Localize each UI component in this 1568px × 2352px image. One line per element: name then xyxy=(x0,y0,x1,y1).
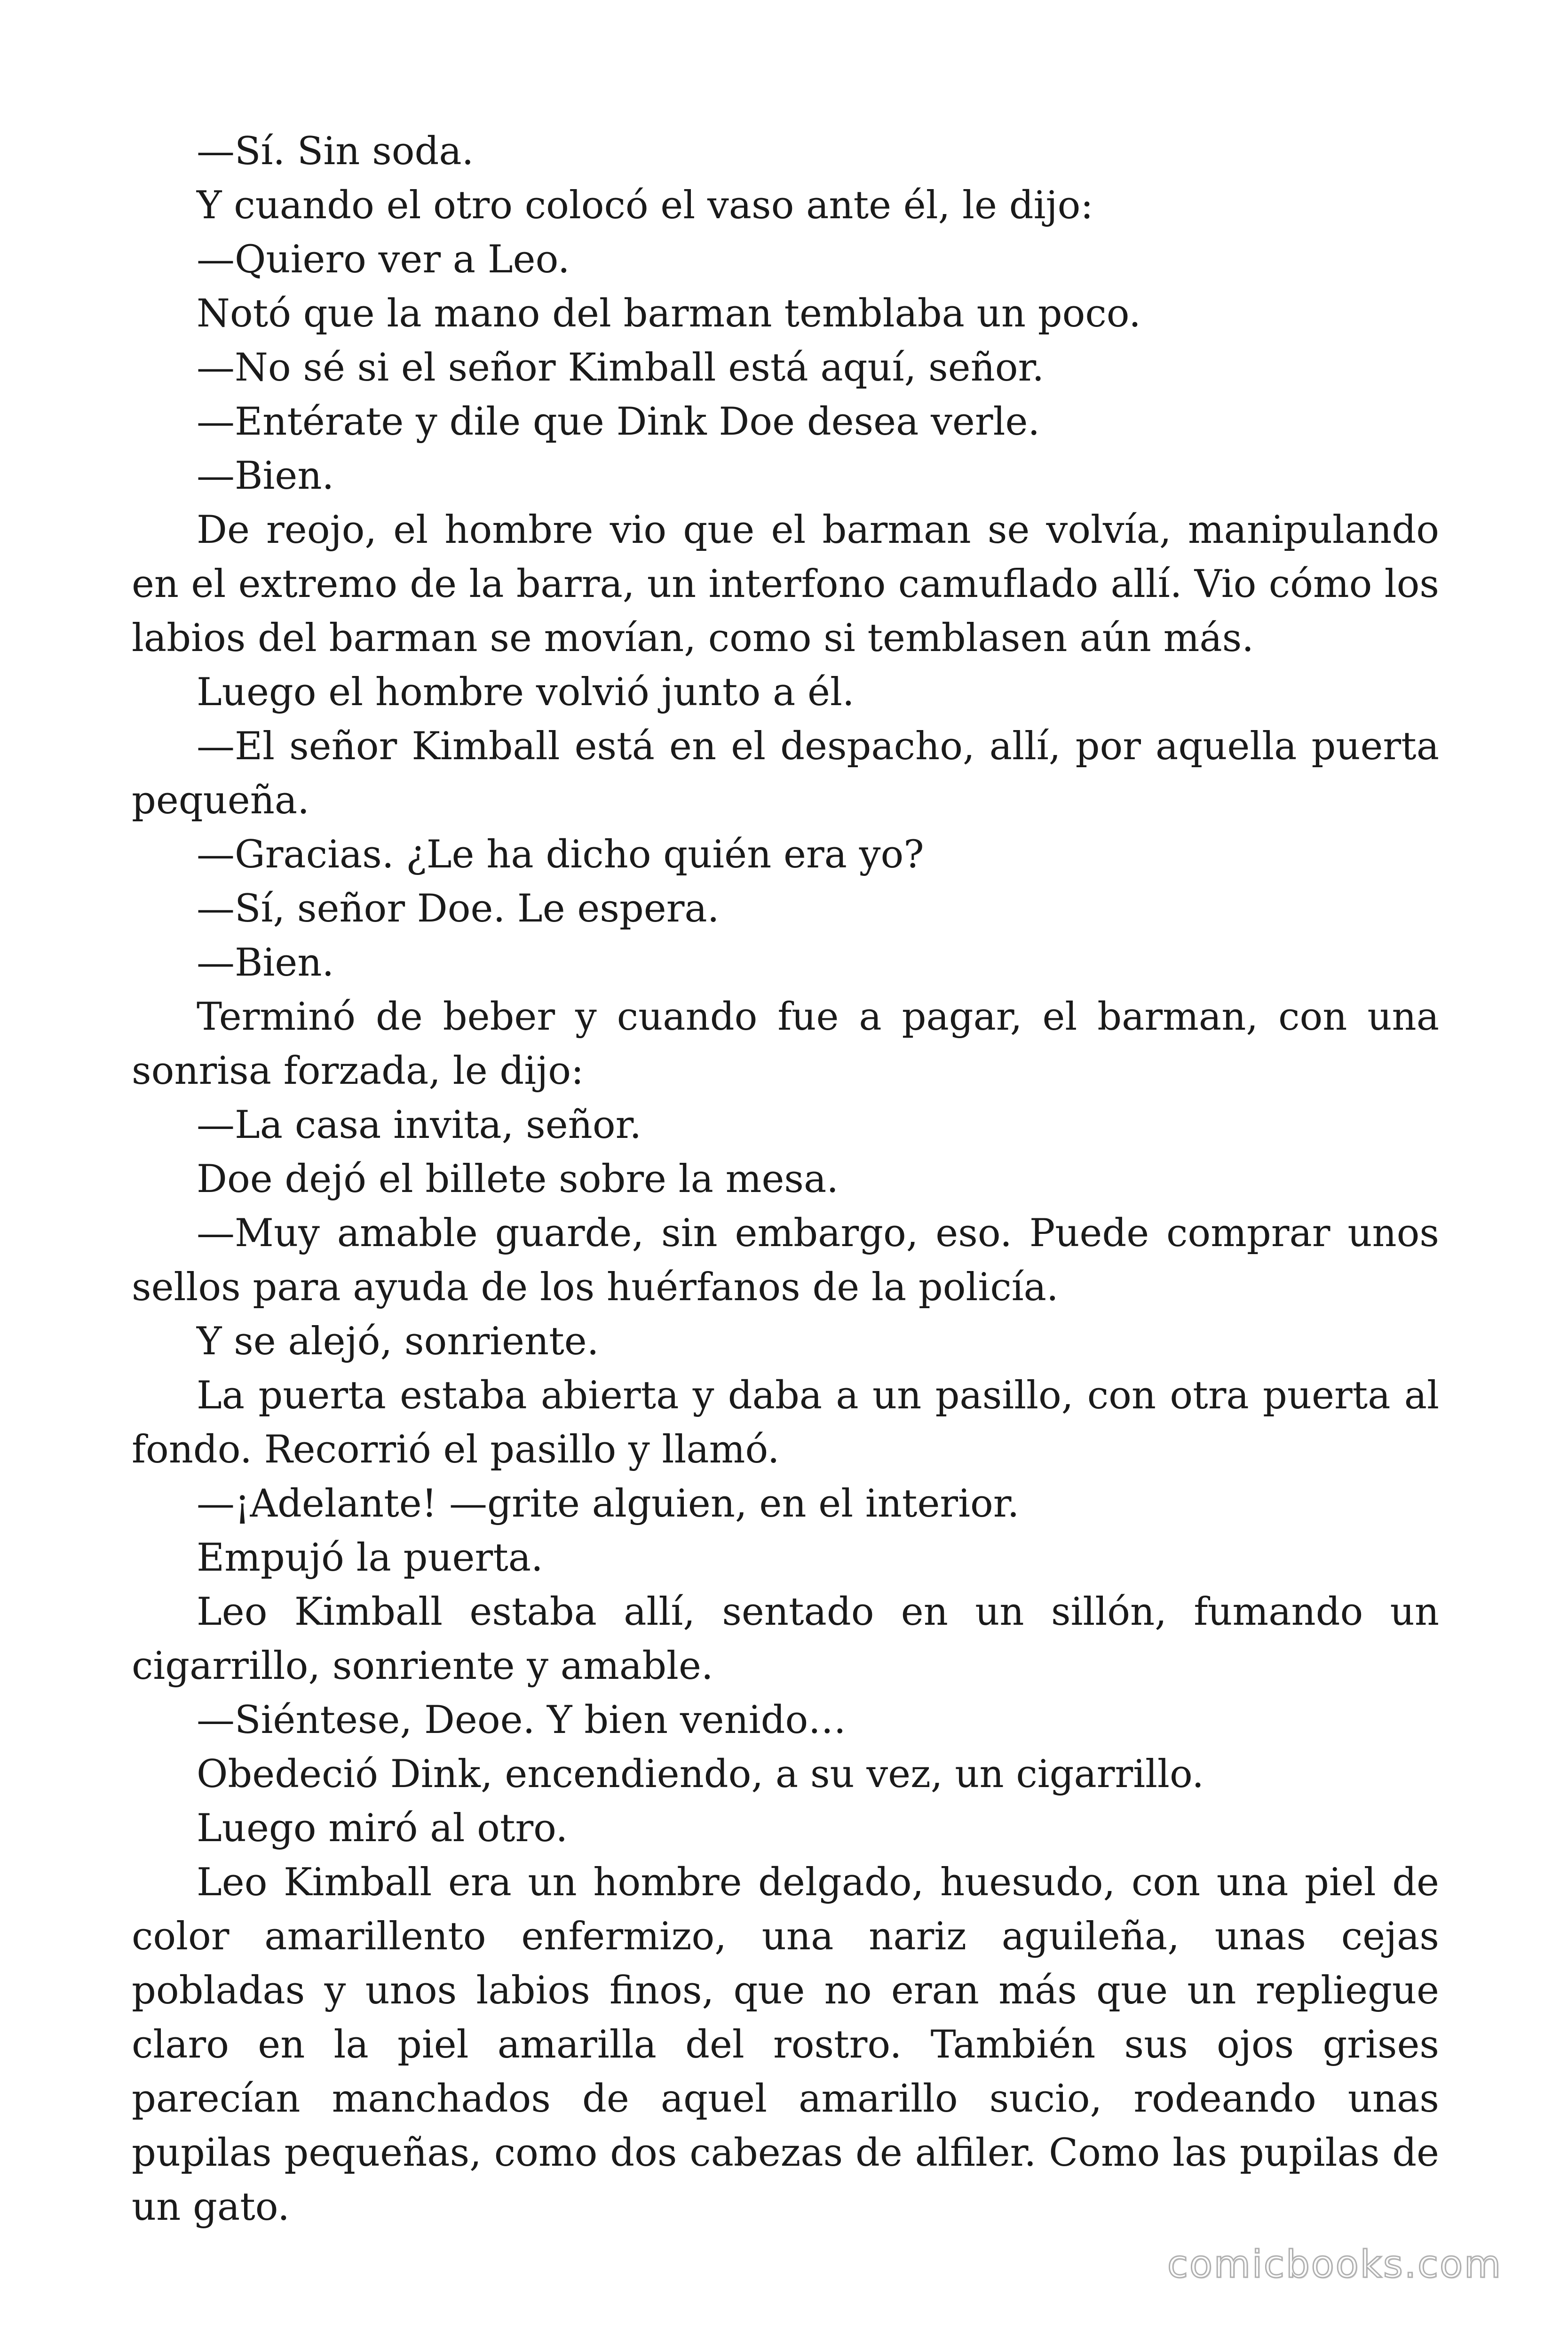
paragraph: Y cuando el otro colocó el vaso ante él, le dijo: xyxy=(197,183,1093,228)
paragraph: —Entérate y dile que Dink Doe desea verle. xyxy=(197,400,1040,444)
paragraph: —Siéntese, Deoe. Y bien venido… xyxy=(197,1698,847,1742)
watermark: comicbooks.com xyxy=(1167,2242,1502,2286)
paragraph: Terminó de beber y cuando fue a pagar, el barman, con una sonrisa forzada, le dijo: xyxy=(132,995,1439,1093)
paragraph: Empujó la puerta. xyxy=(197,1536,543,1580)
paragraph: —El señor Kimball está en el despacho, allí, por aquella puerta pequeña. xyxy=(132,724,1439,823)
paragraph: Luego miró al otro. xyxy=(197,1806,568,1851)
paragraph: Obedeció Dink, encendiendo, a su vez, un cigarrillo. xyxy=(197,1752,1204,1796)
paragraph: Luego el hombre volvió junto a él. xyxy=(197,670,855,715)
paragraph: —Muy amable guarde, sin embargo, eso. Puede comprar unos sellos para ayuda de los huérfanos de la policía. xyxy=(132,1211,1439,1310)
page-body xyxy=(132,125,1439,2234)
paragraph: —Bien. xyxy=(197,454,334,498)
paragraph: —No sé si el señor Kimball está aquí, señor. xyxy=(197,346,1045,390)
paragraph: —Sí, señor Doe. Le espera. xyxy=(197,887,720,931)
paragraph: Leo Kimball era un hombre delgado, huesudo, con una piel de color amarillento enfermizo, una nariz aguileña, unas cejas pobladas y unos labios finos, que no eran más que un repliegue claro en la piel amarilla del rostro. También sus ojos grises parecían manchados de aquel amarillo sucio, rodeando unas pupilas pequeñas, como dos cabezas de alfiler. Como las pupilas de un gato. xyxy=(132,1860,1439,2229)
paragraph: Y se alejó, sonriente. xyxy=(197,1319,599,1364)
paragraph: Doe dejó el billete sobre la mesa. xyxy=(197,1157,839,1201)
paragraph: —Gracias. ¿Le ha dicho quién era yo? xyxy=(197,833,924,877)
paragraph: —Bien. xyxy=(197,941,334,985)
paragraph: De reojo, el hombre vio que el barman se volvía, manipulando en el extremo de la barra, un interfono camuflado allí. Vio cómo los labios del barman se movían, como si temblasen aún más. xyxy=(132,508,1439,660)
paragraph: —Sí. Sin soda. xyxy=(197,129,474,174)
paragraph: Leo Kimball estaba allí, sentado en un sillón, fumando un cigarrillo, sonriente y amable. xyxy=(132,1590,1439,1688)
paragraph: La puerta estaba abierta y daba a un pasillo, con otra puerta al fondo. Recorrió el pasillo y llamó. xyxy=(132,1374,1439,1472)
paragraph: —La casa invita, señor. xyxy=(197,1103,642,1147)
paragraph: —Quiero ver a Leo. xyxy=(197,238,570,282)
paragraph: —¡Adelante! —grite alguien, en el interior. xyxy=(197,1482,1020,1526)
paragraph: Notó que la mano del barman temblaba un poco. xyxy=(197,292,1141,336)
